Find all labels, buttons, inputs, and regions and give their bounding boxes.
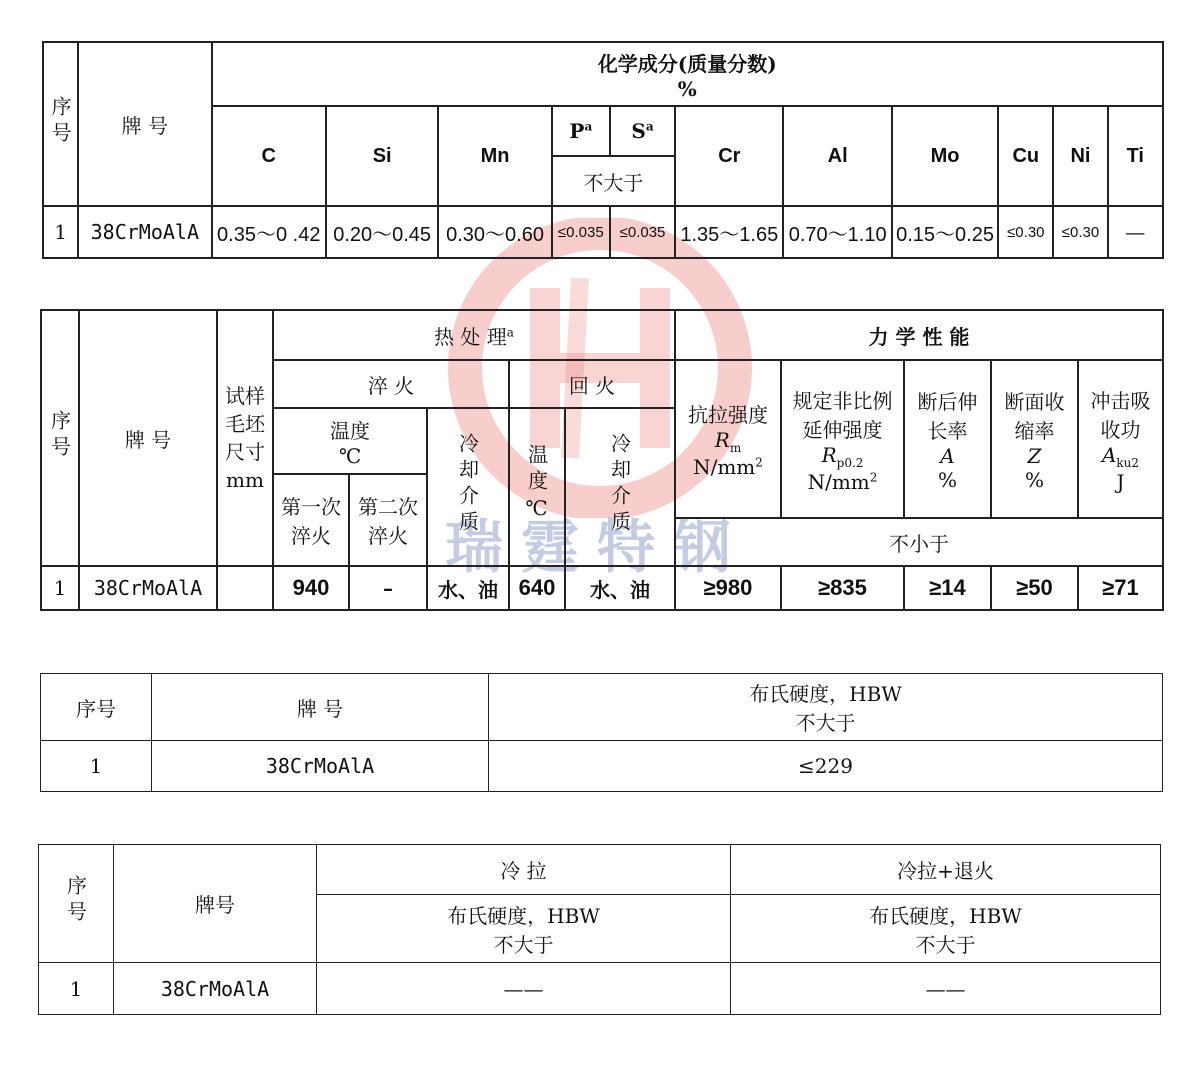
element-s: $S^a$ <box>610 106 675 156</box>
tensile-header: 抗拉强度 $R_m$ $N/mm^2$ <box>675 360 781 518</box>
value-cu: ≤0.30 <box>998 206 1053 258</box>
element-ni: Ni <box>1053 106 1107 206</box>
mechanical-props-header: 力 学 性 能 <box>675 310 1163 360</box>
row-seq: 1 <box>41 741 152 792</box>
value-elongation: ≥14 <box>904 566 991 610</box>
watermark-text: 瑞霆特钢 <box>445 513 750 581</box>
element-cu: Cu <box>998 106 1053 206</box>
row-grade: 38CrMoAlA <box>114 963 317 1015</box>
quench-temp-header: 温度 ℃ <box>273 408 427 474</box>
row-grade: 38CrMoAlA <box>78 206 211 258</box>
impact-header: 冲击吸收功 $A_{ku2}$ J <box>1078 360 1163 518</box>
yield-header: 规定非比例延伸强度 $R_{p0.2}$ $N/mm^2$ <box>781 360 904 518</box>
seq-header: 序号 <box>41 674 152 741</box>
temper-temp-header: 温度℃ <box>509 408 565 566</box>
cold-drawn-hardness-header: 布氏硬度，HBW 不大于 <box>317 895 731 963</box>
value-ni: ≤0.30 <box>1053 206 1107 258</box>
heat-treatment-header: 热 处 理$^a$ <box>273 310 675 360</box>
cold-drawn-header: 冷 拉 <box>317 845 731 895</box>
value-first-quench: 940 <box>273 566 349 610</box>
row-grade: 38CrMoAlA <box>79 566 217 610</box>
value-quench-medium: 水、油 <box>427 566 509 610</box>
value-s: ≤0.035 <box>610 206 675 258</box>
row-blank-size <box>217 566 273 610</box>
blank-size-header: 试样毛坯尺寸mm <box>217 310 273 566</box>
value-cold-drawn: —— <box>317 963 731 1015</box>
first-quench-header: 第一次淬火 <box>273 474 349 566</box>
elongation-header: 断后伸长率 A % <box>904 360 991 518</box>
chemical-composition-table <box>42 41 1164 259</box>
composition-group-header: 化学成分(质量分数) % <box>212 42 1163 106</box>
value-temper-medium: 水、油 <box>565 566 675 610</box>
temper-cooling-medium-header: 冷却介质 <box>565 408 675 566</box>
value-mn: 0.30～0.60 <box>438 206 551 258</box>
mechanical-properties-table <box>40 309 1164 611</box>
quench-cooling-medium-header: 冷却介质 <box>427 408 509 566</box>
second-quench-header: 第二次淬火 <box>349 474 427 566</box>
element-al: Al <box>783 106 891 206</box>
quench-header: 淬 火 <box>273 360 509 408</box>
element-cr: Cr <box>675 106 783 206</box>
value-si: 0.20～0.45 <box>326 206 438 258</box>
hardness-header: 布氏硬度，HBW 不大于 <box>489 674 1163 741</box>
value-mo: 0.15～0.25 <box>892 206 998 258</box>
reduction-header: 断面收缩率 Z % <box>991 360 1078 518</box>
row-seq: 1 <box>39 963 114 1015</box>
hardness-table <box>40 673 1163 792</box>
temper-header: 回 火 <box>509 360 675 408</box>
seq-header: 序号 <box>43 42 78 206</box>
grade-header: 牌 号 <box>79 310 217 566</box>
value-second-quench: – <box>349 566 427 610</box>
grade-header: 牌 号 <box>152 674 489 741</box>
cold-drawn-table <box>38 844 1161 1015</box>
value-al: 0.70～1.10 <box>783 206 891 258</box>
element-si: Si <box>326 106 438 206</box>
grade-header: 牌 号 <box>78 42 211 206</box>
value-reduction: ≥50 <box>991 566 1078 610</box>
row-grade: 38CrMoAlA <box>152 741 489 792</box>
seq-header: 序号 <box>39 845 114 963</box>
value-yield: ≥835 <box>781 566 904 610</box>
not-less-than-note: 不小于 <box>675 518 1163 566</box>
ps-not-greater-note: 不大于 <box>552 156 675 206</box>
value-hardness: ≤229 <box>489 741 1163 792</box>
seq-header: 序号 <box>41 310 79 566</box>
value-cr: 1.35～1.65 <box>675 206 783 258</box>
element-mn: Mn <box>438 106 551 206</box>
annealed-hardness-header: 布氏硬度，HBW 不大于 <box>731 895 1161 963</box>
element-c: C <box>212 106 326 206</box>
row-seq: 1 <box>43 206 78 258</box>
row-seq: 1 <box>41 566 79 610</box>
grade-header: 牌号 <box>114 845 317 963</box>
value-ti: — <box>1108 206 1163 258</box>
value-impact: ≥71 <box>1078 566 1163 610</box>
element-mo: Mo <box>892 106 998 206</box>
value-temper-temp: 640 <box>509 566 565 610</box>
element-p: $P^a$ <box>552 106 610 156</box>
cold-drawn-annealed-header: 冷拉+退火 <box>731 845 1161 895</box>
value-c: 0.35～0 .42 <box>212 206 326 258</box>
value-tensile: ≥980 <box>675 566 781 610</box>
element-ti: Ti <box>1108 106 1163 206</box>
value-p: ≤0.035 <box>552 206 610 258</box>
value-cold-drawn-annealed: —— <box>731 963 1161 1015</box>
